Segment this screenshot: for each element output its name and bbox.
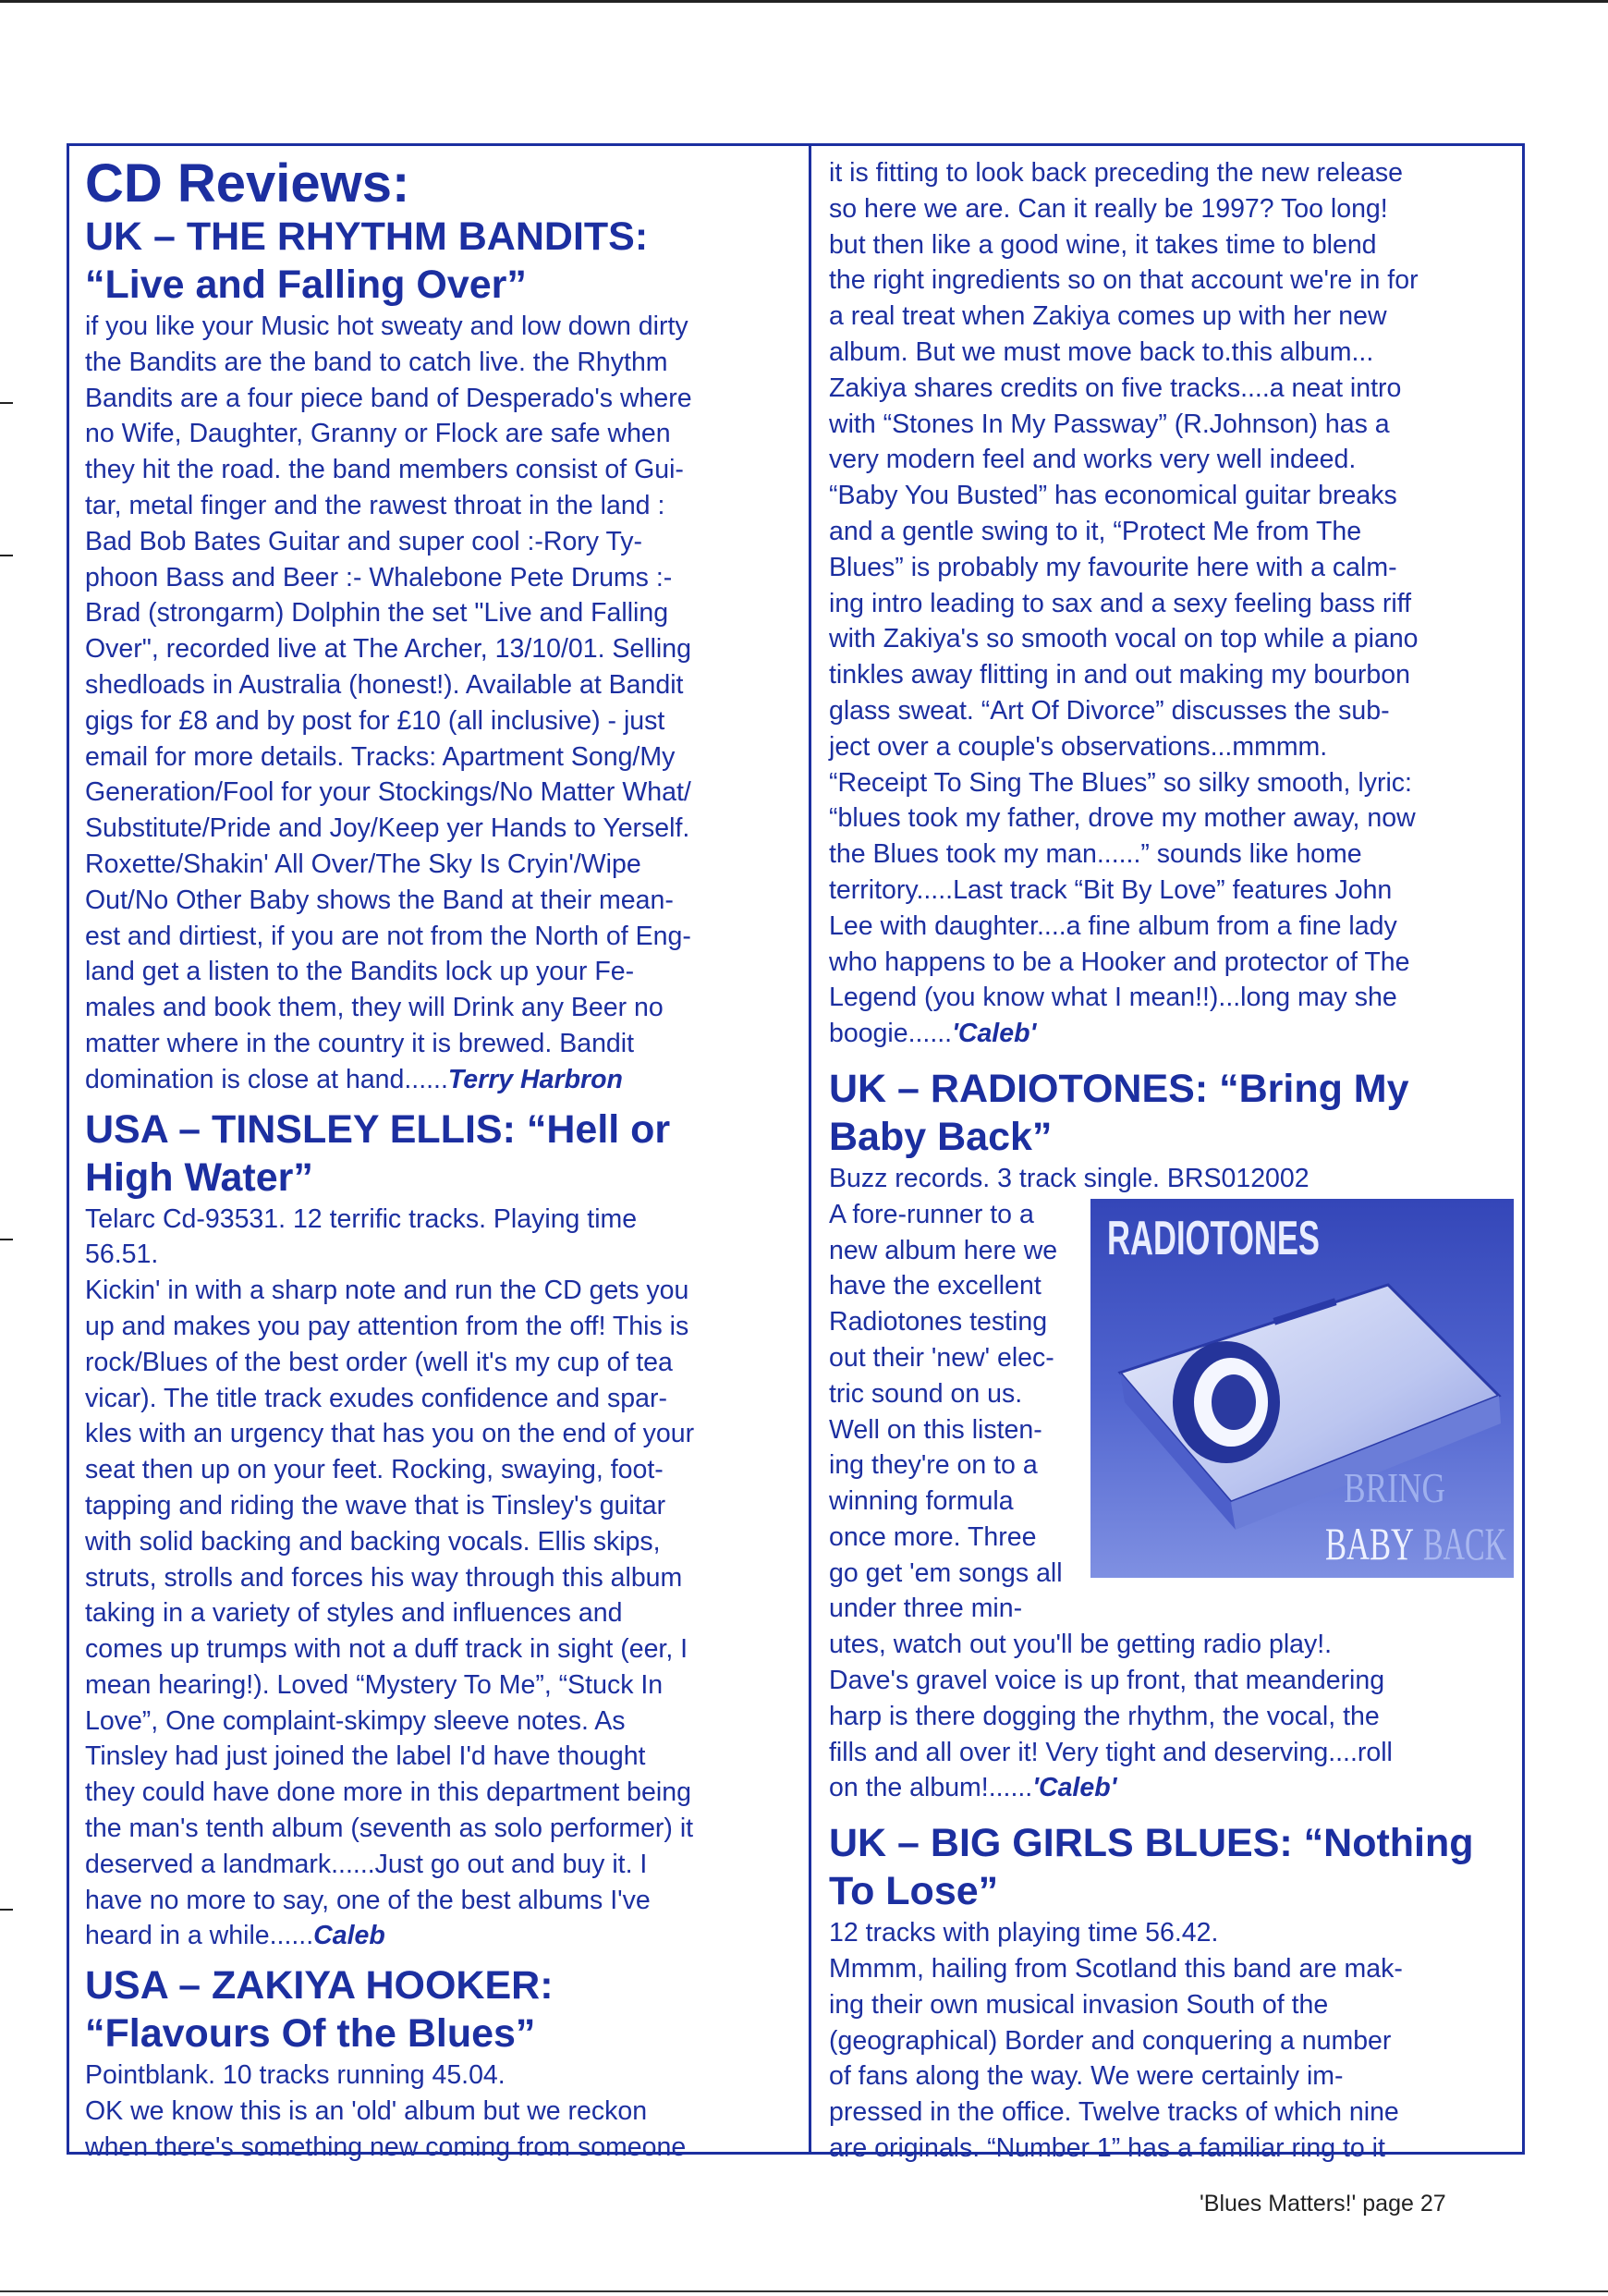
review-last-line <box>85 1918 801 1954</box>
review-line: kles with an urgency that has you on the end of your <box>85 1419 695 1449</box>
review-line: Brad (strongarm) Dolphin the set "Live and Falling <box>85 598 669 629</box>
review-line: A fore-runner to a <box>829 1199 1034 1229</box>
review-line: “Receipt To Sing The Blues” so silky smooth, lyric: <box>829 767 1412 798</box>
review-heading: “Flavours Of the Blues” <box>85 2011 536 2057</box>
review-zakiya-hooker-continued <box>829 155 1516 1052</box>
review-line: under three min- <box>829 1594 1023 1624</box>
review-line: the man's tenth album (seventh as solo performer) it <box>85 1814 694 1844</box>
review-line: shedloads in Australia (honest!). Available at Bandit <box>85 669 684 700</box>
review-line: very modern feel and works very well indeed. <box>829 445 1357 475</box>
page-footer: 'Blues Matters!' page 27 <box>1200 2191 1446 2217</box>
review-line: rock/Blues of the best order (well it's my cup of tea <box>85 1347 673 1377</box>
review-tinsley-ellis <box>85 1105 801 1955</box>
review-line: Roxette/Shakin' All Over/The Sky Is Cryin'/Wipe <box>85 849 641 879</box>
column-divider <box>809 146 811 2152</box>
review-line: vicar). The title track exudes confidence and spar- <box>85 1383 667 1413</box>
review-signature: 'Caleb' <box>952 1019 1037 1049</box>
review-line: OK we know this is an 'old' album but we reckon <box>85 2096 648 2127</box>
review-line: the Bandits are the band to catch live. the Rhythm <box>85 347 668 377</box>
review-line: with Zakiya's so smooth vocal on top while a piano <box>829 624 1419 654</box>
review-line: have the excellent <box>829 1271 1042 1301</box>
review-line: males and book them, they will Drink any Beer no <box>85 993 664 1023</box>
edge-mark <box>0 555 13 556</box>
review-line: no Wife, Daughter, Granny or Flock are safe when <box>85 419 671 449</box>
review-big-girls-blues <box>829 1819 1516 2167</box>
review-zakiya-hooker <box>85 1961 801 2165</box>
radio-speaker-cone <box>1212 1374 1256 1430</box>
review-heading: UK – BIG GIRLS BLUES: “Nothing <box>829 1821 1474 1866</box>
review-line: 56.51. <box>85 1240 159 1270</box>
review-line: Telarc Cd-93531. 12 terrific tracks. Playing time <box>85 1203 638 1234</box>
review-line: with solid backing and backing vocals. Ellis skips, <box>85 1526 661 1557</box>
review-line: seat then up on your feet. Rocking, swaying, foot- <box>85 1455 664 1485</box>
review-signature: 'Caleb' <box>1032 1773 1117 1803</box>
review-line: ing they're on to a <box>829 1450 1038 1481</box>
review-line: out their 'new' elec- <box>829 1342 1054 1373</box>
cover-title-word: BRING <box>1344 1463 1445 1511</box>
review-last-line <box>829 1770 1516 1806</box>
review-heading: UK – THE RHYTHM BANDITS: <box>85 214 649 259</box>
review-line: ing intro leading to sax and a sexy feeling bass riff <box>829 588 1412 618</box>
review-line: tric sound on us. <box>829 1378 1023 1409</box>
review-line: and a gentle swing to it, “Protect Me from The <box>829 516 1362 546</box>
review-line: “blues took my father, drove my mother away, now <box>829 803 1416 834</box>
review-line: winning formula <box>829 1486 1014 1517</box>
review-line: if you like your Music hot sweaty and low down dirty <box>85 311 688 341</box>
review-line: Mmmm, hailing from Scotland this band are mak- <box>829 1954 1403 1985</box>
review-line: deserved a landmark......Just go out and buy it. I <box>85 1849 648 1879</box>
radiotones-wrap-block <box>829 1197 1516 1628</box>
review-line: struts, strolls and forces his way through this album <box>85 1562 683 1593</box>
review-line: who happens to be a Hooker and protector of The <box>829 946 1410 977</box>
review-line: the right ingredients so on that account we're in for <box>829 265 1419 296</box>
review-heading: UK – RADIOTONES: “Bring My <box>829 1066 1409 1111</box>
review-line: Out/No Other Baby shows the Band at their mean- <box>85 885 674 915</box>
review-line: (geographical) Border and conquering a number <box>829 2025 1392 2056</box>
review-heading: “Live and Falling Over” <box>85 263 527 307</box>
review-line: ject over a couple's observations...mmmm. <box>829 731 1328 762</box>
review-last-line <box>85 1062 801 1098</box>
review-line: they could have done more in this department being <box>85 1777 691 1808</box>
review-line: are originals. “Number 1” has a familiar ring to it <box>829 2133 1385 2164</box>
review-line: Tinsley had just joined the label I'd have thought <box>85 1741 646 1772</box>
review-signature: Caleb <box>313 1921 385 1951</box>
review-line: Zakiya shares credits on five tracks....a neat intro <box>829 372 1402 403</box>
review-line: Substitute/Pride and Joy/Keep yer Hands to Yerself. <box>85 813 690 844</box>
review-text: boogie...... <box>829 1019 953 1049</box>
review-line: Love”, One complaint-skimpy sleeve notes. As <box>85 1705 626 1736</box>
review-line: mean hearing!). Loved “Mystery To Me”, “Stuck In <box>85 1669 664 1700</box>
review-line: once more. Three <box>829 1521 1037 1552</box>
review-line: matter where in the country it is brewed. Bandit <box>85 1028 635 1058</box>
review-line: land get a listen to the Bandits lock up your Fe- <box>85 957 635 987</box>
review-line: the Blues took my man......” sounds like home <box>829 839 1362 870</box>
review-line: pressed in the office. Twelve tracks of which nine <box>829 2097 1399 2128</box>
review-line: Over", recorded live at The Archer, 13/10/01. Selling <box>85 634 691 665</box>
review-line: up and makes you pay attention from the off! This is <box>85 1311 689 1341</box>
review-line: with “Stones In My Passway” (R.Johnson) has a <box>829 409 1390 439</box>
review-line: when there's something new coming from someone <box>85 2131 687 2162</box>
review-line: tar, metal finger and the rawest throat in the land : <box>85 490 665 520</box>
review-line: ing their own musical invasion South of the <box>829 1989 1329 2020</box>
review-body <box>85 2058 801 2165</box>
review-line: phoon Bass and Beer :- Whalebone Pete Drums :- <box>85 562 673 592</box>
bottom-rule <box>0 2290 1608 2292</box>
review-heading: USA – ZAKIYA HOOKER: <box>85 1963 554 2009</box>
review-line: taking in a variety of styles and influences and <box>85 1598 623 1629</box>
cover-title-word: BACK <box>1423 1517 1506 1569</box>
left-column <box>85 155 801 2166</box>
review-line: album. But we must move back to.this album... <box>829 336 1374 367</box>
review-line: tinkles away flitting in and out making my bourbon <box>829 660 1410 690</box>
review-line: Generation/Fool for your Stockings/No Matter What/ <box>85 777 691 808</box>
review-rhythm-bandits <box>85 213 801 1098</box>
top-rule <box>0 0 1608 3</box>
review-line: Legend (you know what I mean!!)...long may she <box>829 983 1397 1013</box>
review-line: new album here we <box>829 1235 1058 1265</box>
review-line: “Baby You Busted” has economical guitar breaks <box>829 481 1397 511</box>
review-body <box>85 1202 801 1919</box>
cover-band-name: RADIOTONES <box>1107 1211 1320 1265</box>
right-column <box>829 155 1516 2167</box>
review-line: go get 'em songs all <box>829 1557 1063 1588</box>
review-body <box>829 1627 1516 1770</box>
edge-mark <box>0 1909 13 1911</box>
edge-mark <box>0 402 13 404</box>
review-text: on the album!...... <box>829 1773 1033 1803</box>
review-heading: USA – TINSLEY ELLIS: “Hell or <box>85 1106 671 1152</box>
review-line: Lee with daughter....a fine album from a fine lady <box>829 910 1397 941</box>
review-line: fills and all over it! Very tight and deserving....roll <box>829 1737 1393 1767</box>
review-line: utes, watch out you'll be getting radio play!. <box>829 1630 1333 1660</box>
review-line: territory.....Last track “Bit By Love” features John <box>829 874 1393 905</box>
review-line: Dave's gravel voice is up front, that meandering <box>829 1666 1385 1696</box>
review-line: but then like a good wine, it takes time to blend <box>829 229 1377 260</box>
review-line: Pointblank. 10 tracks running 45.04. <box>85 2060 506 2091</box>
review-line: it is fitting to look back preceding the new release <box>829 158 1404 188</box>
review-line: Bandits are a four piece band of Desperado's where <box>85 383 692 413</box>
review-line: harp is there dogging the rhythm, the vocal, the <box>829 1701 1380 1731</box>
review-line: Well on this listen- <box>829 1414 1042 1445</box>
review-radiotones <box>829 1065 1516 1806</box>
edge-mark <box>0 1239 13 1240</box>
review-body <box>829 1915 1516 2167</box>
review-line: est and dirtiest, if you are not from the North of Eng- <box>85 921 691 951</box>
review-line: glass sweat. “Art Of Divorce” discusses the sub- <box>829 695 1390 726</box>
review-line: Kickin' in with a sharp note and run the CD gets you <box>85 1276 689 1306</box>
review-line: a real treat when Zakiya comes up with her new <box>829 301 1387 332</box>
review-line: Bad Bob Bates Guitar and super cool :-Rory Ty- <box>85 526 643 556</box>
review-line: gigs for £8 and by post for £10 (all inclusive) - just <box>85 705 665 736</box>
review-last-line <box>829 1016 1516 1052</box>
album-cover-art <box>1083 1197 1516 1580</box>
review-line: Radiotones testing <box>829 1307 1048 1337</box>
cover-title-word: BABY <box>1325 1517 1414 1569</box>
review-line: Blues” is probably my favourite here with a calm- <box>829 552 1397 582</box>
review-text: domination is close at hand...... <box>85 1064 448 1094</box>
review-text: heard in a while...... <box>85 1921 314 1951</box>
review-heading: Baby Back” <box>829 1114 1053 1159</box>
review-heading: To Lose” <box>829 1869 999 1914</box>
album-cover <box>1083 1197 1516 1580</box>
review-line: 12 tracks with playing time 56.42. <box>829 1918 1219 1948</box>
review-line: have no more to say, one of the best albums I've <box>85 1885 651 1915</box>
review-line: comes up trumps with not a duff track in sight (eer, I <box>85 1634 688 1665</box>
review-body <box>85 309 801 1062</box>
review-line: so here we are. Can it really be 1997? Too long! <box>829 193 1388 224</box>
page-title: CD Reviews: <box>85 153 410 214</box>
review-line: tapping and riding the wave that is Tinsley's guitar <box>85 1490 666 1520</box>
review-intro: Buzz records. 3 track single. BRS012002 <box>829 1163 1310 1193</box>
review-heading: High Water” <box>85 1154 313 1200</box>
review-signature: Terry Harbron <box>447 1064 623 1094</box>
review-line: they hit the road. the band members consist of Gui- <box>85 455 684 485</box>
review-line: email for more details. Tracks: Apartment Song/My <box>85 741 676 772</box>
review-body <box>829 155 1516 1016</box>
review-line: of fans along the way. We were certainly im- <box>829 2061 1344 2092</box>
